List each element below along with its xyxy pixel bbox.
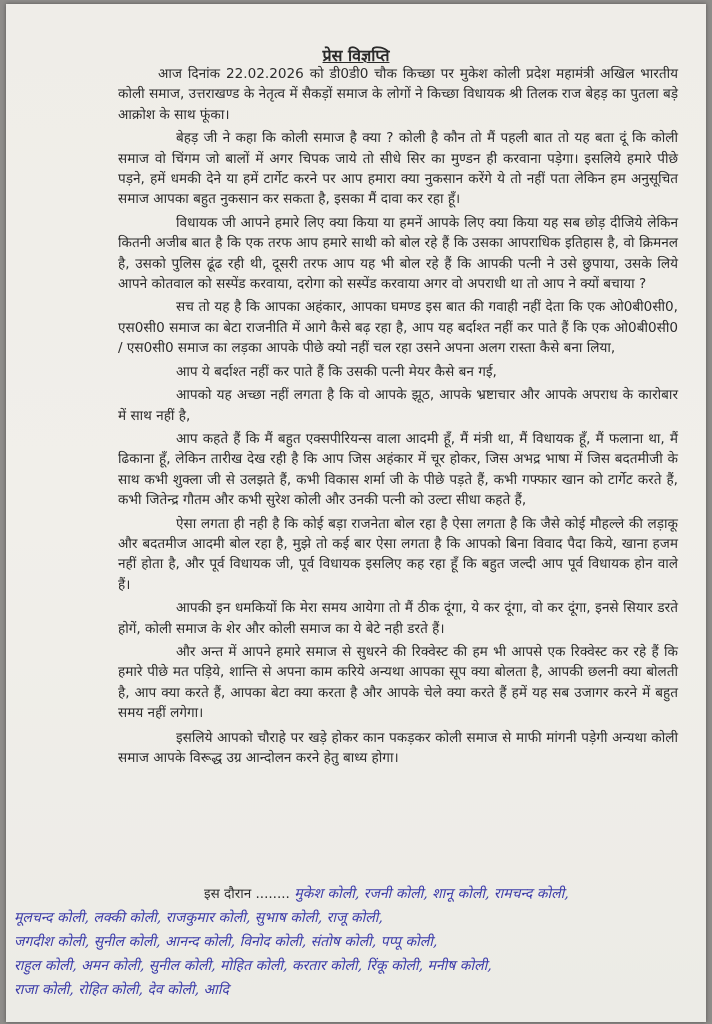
paragraph: बेहड़ जी ने कहा कि कोली समाज है क्या ? कोली है कौन तो मैं पहली बात तो यह बता दूं कि कोली समाज वो चिंगम जो बालों में अगर चिपक जाये तो सीधे सिर का मुण्डन ही करवाना पड़ेगा। इसलिये हमारे पीछे पड़ने, हमें धमकी देने या हमें टार्गेट करने पर आप हमारा क्या नुकसान करेंगे ये तो नहीं पता लेकिन हम अनुसूचित समाज आपका बहुत नुकसान कर सकता है, इसका मैं दावा कर रहा हूँ। [118,130,678,208]
handwritten-line: राजा कोली, रोहित कोली, देव कोली, आदि [14,982,229,998]
document-title: प्रेस विज्ञप्ति [322,46,390,65]
paragraph: और अन्त में आपने हमारे समाज से सुधरने की रिक्वेस्ट की हम भी आपसे एक रिक्वेस्ट कर रहे हैं कि हमारे पीछे मत पड़िये, शान्ति से अपना काम करिये अन्यथा आपका सूप क्या बोलता है, आपकी छलनी क्या बोलती है, आप क्या करते हैं, आपका बेटा क्या करता है और आपके चेले क्या करते हैं हमें यह सब उजागर करने में बहुत समय नहीं लगेगा। [118,643,678,722]
handwritten-line: मूलचन्द कोली, लक्की कोली, राजकुमार कोली, सुभाष कोली, राजू कोली, [14,910,383,926]
paragraph: सच तो यह है कि आपका अहंकार, आपका घमण्ड इस बात की गवाही नहीं देता कि एक ओ0बी0सी0, एस0सी0 समाज का बेटा राजनीति में आगे कैसे बढ़ रहा है, आप यह बर्दाश्त नहीं कर पाते हैं कि एक ओ0बी0सी0 / एस0सी0 समाज का लड़का आपके पीछे क्यो नहीं चल रहा उसने अपना अलग रास्ता कैसे बना लिया, [118,299,678,357]
press-release-page [6,4,706,1022]
paragraph: आप कहते हैं कि मैं बहुत एक्सपीरियन्स वाला आदमी हूँ, मैं मंत्री था, मैं विधायक हूँ, मैं फलाना था, मैं ढिकाना हूँ, लेकिन तारीख देख रही है कि आप जिस अहंकार में चूर होकर, जिस अभद्र भाषा में जिस बदतमीजी के साथ कभी शुक्ला जी से उलझते हैं, कभी विकास शर्मा जी के पीछे पड़ते हैं, कभी गफ्फार खान को टार्गेट करते हैं, कभी जितेन्द्र गौतम और कभी सुरेश कोली और उनकी पत्नी को उल्टा सीधा कहते हैं, [118,430,678,509]
paragraph: ऐसा लगता ही नही है कि कोई बड़ा राजनेता बोल रहा है ऐसा लगता है कि जैसे कोई मौहल्ले की लड़ाकू और बदतमीज आदमी बोल रहा है, मुझे तो कई बार ऐसा लगता है कि आपको बिना विवाद पैदा किये, खाना हजम नहीं होता है, और पूर्व विधायक जी, पूर्व विधायक इसलिए कह रहा हूँ कि बहुत जल्दी आप पूर्व विधायक होन वाले हैं। [118,515,678,593]
attendee-intro: इस दौरान ........ [204,886,290,902]
paragraph: विधायक जी आपने हमारे लिए क्या किया या हमनें आपके लिए क्या किया यह सब छोड़ दीजिये लेकिन कितनी अजीब बात है कि एक तरफ आप हमारे साथी को बोल रहे हैं कि उसका आपराधिक इतिहास है, वो क्रिमनल है, उसको पुलिस ढूंढ रही थी, दूसरी तरफ आप यह भी बोल रहे हैं कि आपकी पत्नी ने उसे छुपाया, उसके लिये आपने कोतवाल को सस्पेंड करवाया, दरोगा को सस्पेंड करवाया अगर वो अपराधी था तो आप ने क्यों बचाया ? [118,214,678,293]
paragraph: आप ये बर्दाश्त नहीं कर पाते हैं कि उसकी पत्नी मेयर कैसे बन गई, [176,363,497,380]
handwritten-attendee-list [14,882,704,1002]
handwritten-line: मुकेश कोली, रजनी कोली, शानू कोली, रामचन्द कोली, [294,886,569,902]
handwritten-line: जगदीश कोली, सुनील कोली, आनन्द कोली, विनोद कोली, संतोष कोली, पप्पू कोली, [14,934,438,950]
paragraph: आपको यह अच्छा नहीं लगता है कि वो आपके झूठ, आपके भ्रष्टाचार और आपके अपराध के कारोबार में साथ नहीं है, [118,387,678,424]
paragraph: आज दिनांक 22.02.2026 को डी0डी0 चौक किच्छा पर मुकेश कोली प्रदेश महामंत्री अखिल भारतीय कोली समाज, उत्तराखण्ड के नेतृत्व में सैकड़ों समाज के लोगों ने किच्छा विधायक श्री तिलक राज बेहड़ का पुतला बड़े आक्रोश के साथ फूंका। [118,66,678,123]
handwritten-line: राहुल कोली, अमन कोली, सुनील कोली, मोहित कोली, करतार कोली, रिंकू कोली, मनीष कोली, [14,958,492,974]
paragraph: आपकी इन धमकियों कि मेरा समय आयेगा तो मैं ठीक दूंगा, ये कर दूंगा, वो कर दूंगा, इनसे सियार डरते होगें, कोली समाज के शेर और कोली समाज का ये बेटे नही डरते हैं। [118,600,678,637]
closing-paragraph: इसलिये आपको चौराहे पर खड़े होकर कान पकड़कर कोली समाज से माफी मांगनी पड़ेगी अन्यथा कोली समाज आपके विरूद्ध उग्र आन्दोलन करने हेतु बाध्य होगा। [118,729,678,766]
document-body [118,64,678,771]
